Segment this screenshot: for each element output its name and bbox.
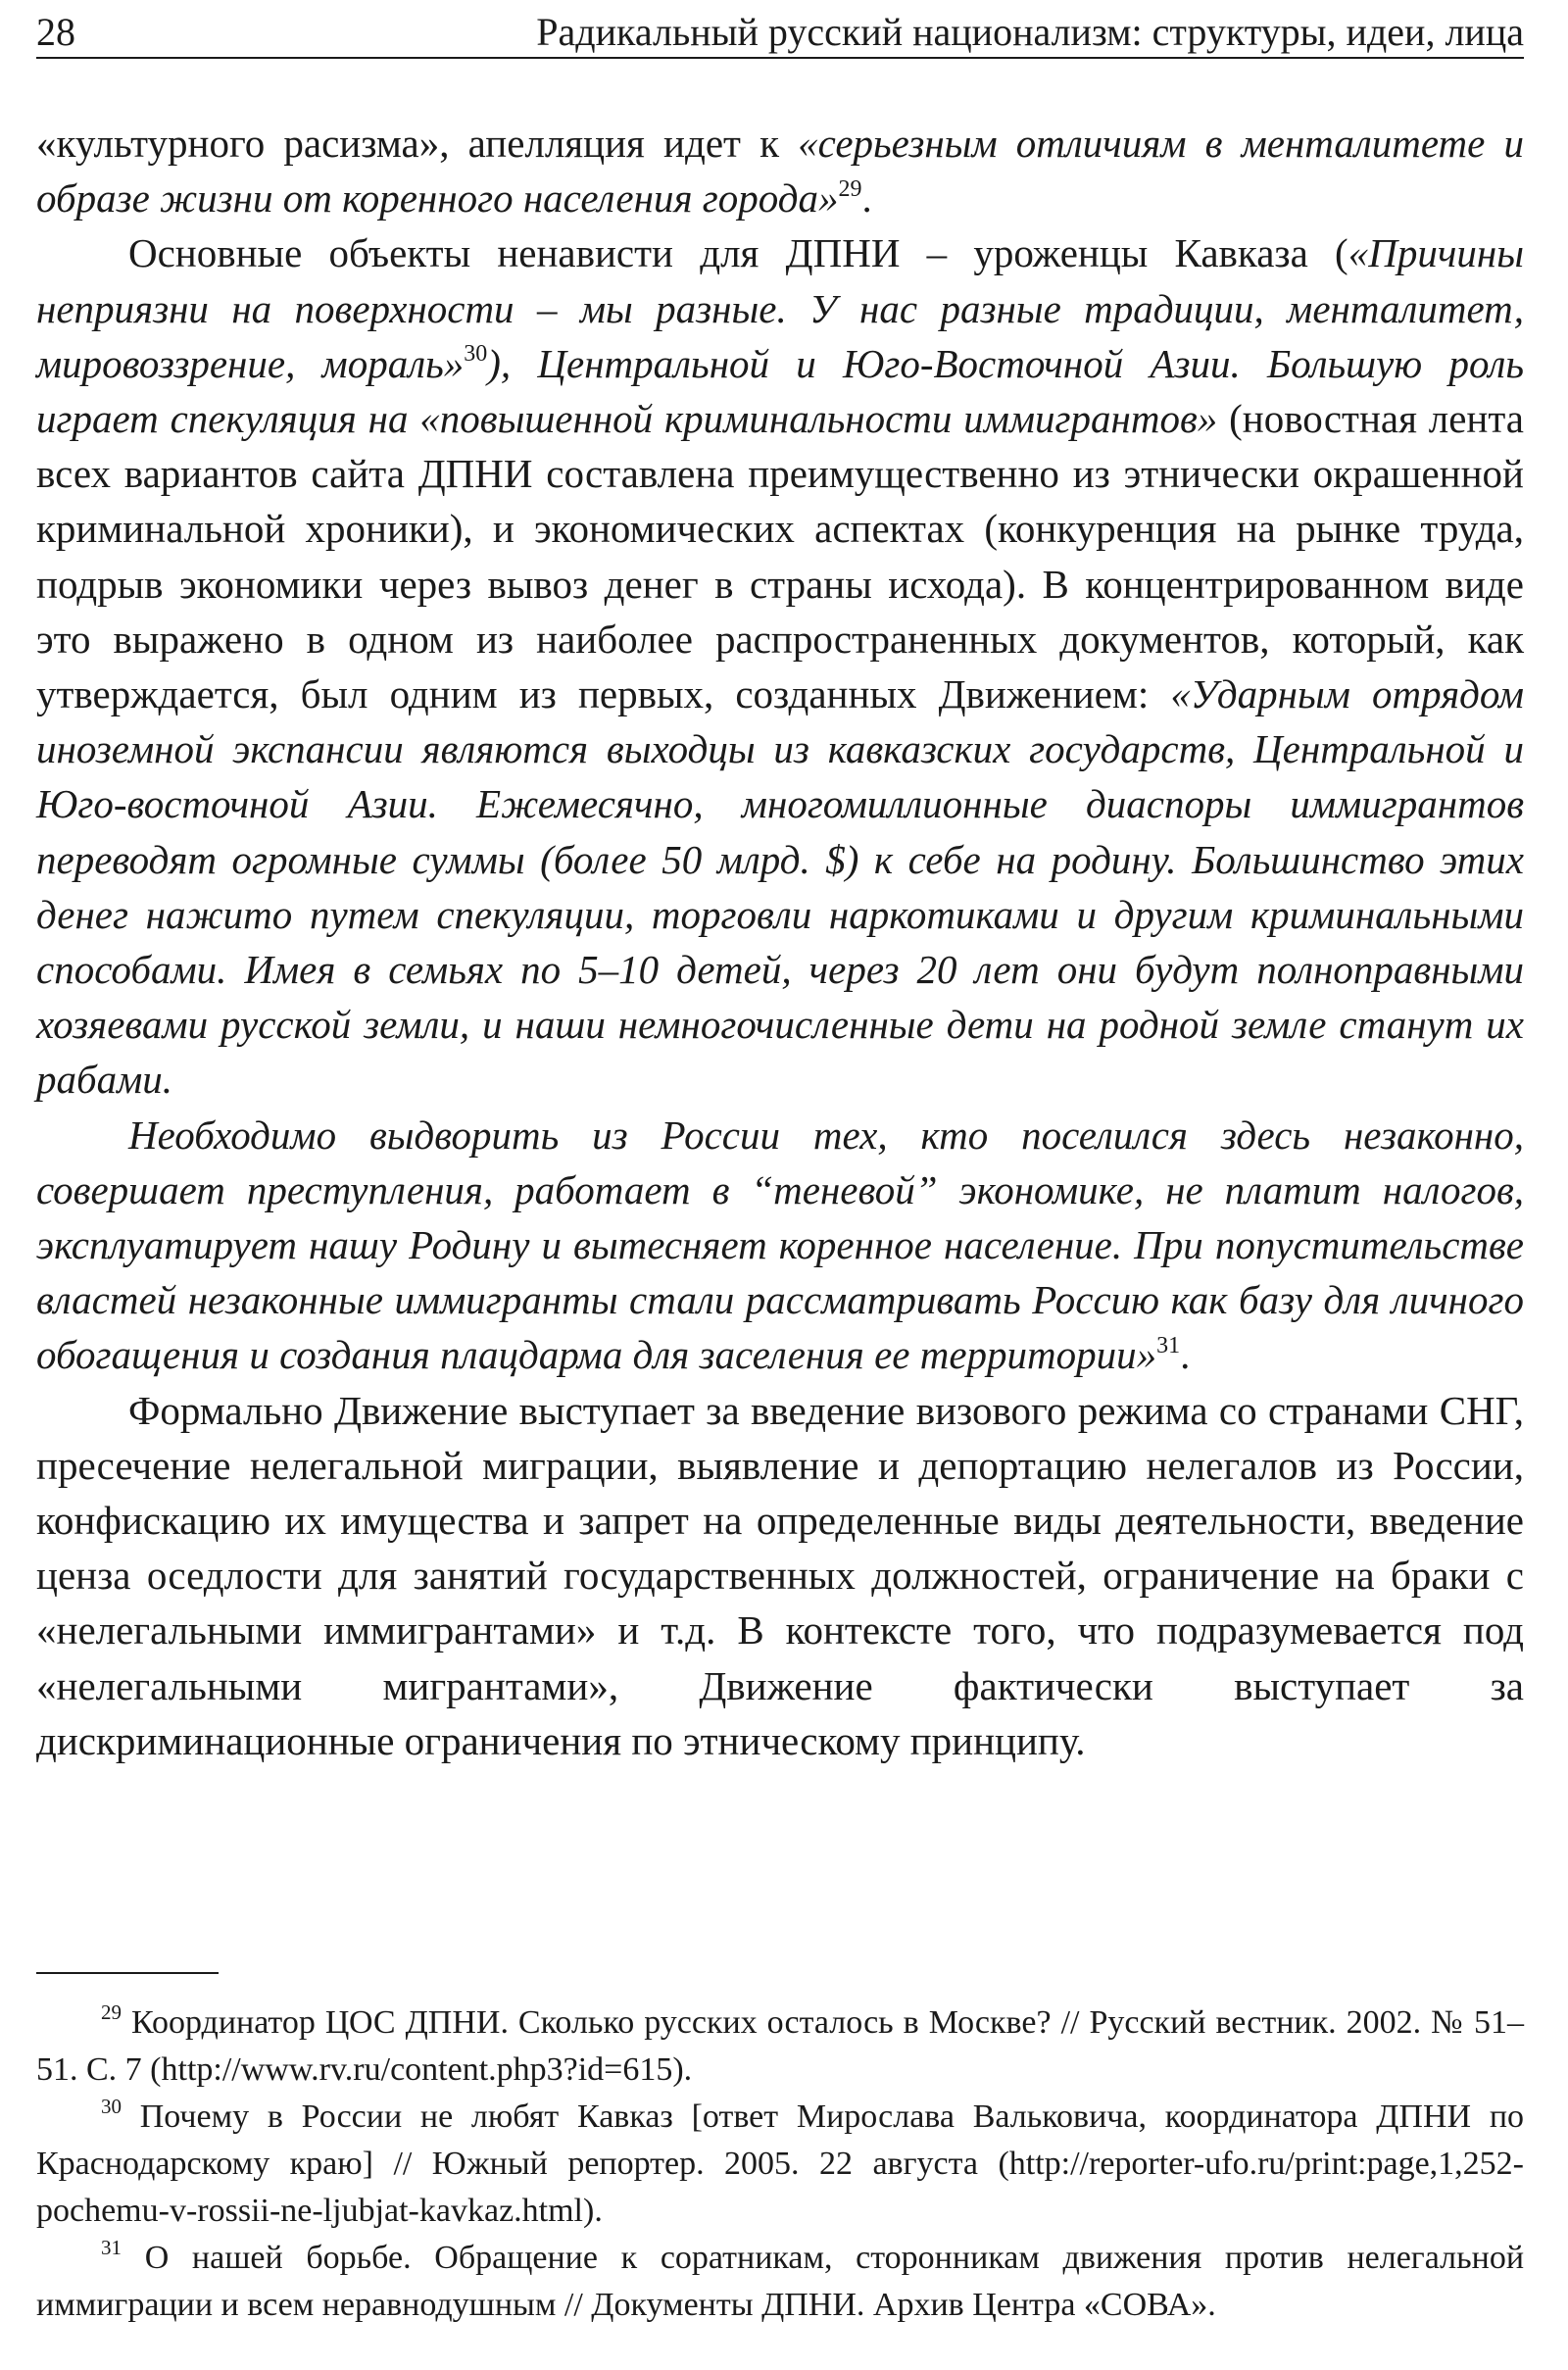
paragraph-2	[36, 225, 1524, 1107]
text-run: (новостная лента всех вариантов сайта ДПНИ составлена преимущественно из этнически окрашенной криминальной хроники), и экономических аспектах (конкуренция на рынке труда, подрыв экономики через вывоз денег в страны исхода). В концентрированном виде это выражено в одном из наиболее распространенных документов, который, как утверждается, был одним из первых, созданных Движением:	[36, 396, 1524, 717]
quote-italic: «Ударным отрядом иноземной экспансии являются выходцы из кавказских государств, Центральной и Юго-восточной Азии. Ежемесячно, многомиллионные диаспоры иммигрантов переводят огромные суммы (более 50 млрд. $) к себе на родину. Большинство этих денег нажито путем спекуляции, торговли наркотиками и другим криминальными способами. Имея в семьях по 5–10 детей, через 20 лет они будут полноправными хозяевами русской земли, и наши немногочисленные дети на родной земле станут их рабами.	[36, 671, 1524, 1103]
text-italic: ), Центральной и Юго-Восточной Азии. Большую роль играет спекуляция на «повышенной криминальности иммигрантов»	[36, 340, 1524, 442]
paragraph-1	[36, 116, 1524, 225]
quote-italic: «Причины неприязни на поверхности – мы разные. У нас разные традиции, менталитет, мировоззрение, мораль»	[36, 230, 1524, 386]
main-text	[36, 116, 1524, 1768]
text-run: .	[861, 175, 872, 222]
footnote-text: Координатор ЦОС ДПНИ. Сколько русских осталось в Москве? // Русский вестник. 2002. № 51–51. С. 7 (http://www.rv.ru/content.php3?id=615).	[36, 2004, 1525, 2088]
running-title: Радикальный русский национализм: структуры, идеи, лица	[536, 10, 1524, 54]
footnote-ref-29: 29	[838, 175, 862, 202]
footnote-number: 31	[101, 2235, 122, 2259]
text-run: .	[1180, 1332, 1191, 1378]
paragraph-4: Формально Движение выступает за введение визового режима со странами СНГ, пресечение нелегальной миграции, выявление и депортацию нелегалов из России, конфискацию их имущества и запрет на определенные виды деятельности, введение ценза оседлости для занятий государственных должностей, ограничение на браки с «нелегальными иммигрантами» и т.д. В контексте того, что подразумевается под «нелегальными мигрантами», Движение фактически выступает за дискриминационные ограничения по этническому принципу.	[36, 1387, 1524, 1763]
footnote-number: 29	[101, 2000, 122, 2024]
running-header	[36, 8, 1524, 59]
footnote-30	[36, 2094, 1524, 2235]
footnote-text: Почему в России не любят Кавказ [ответ Мирослава Вальковича, координатора ДПНИ по Краснодарскому краю] // Южный репортер. 2005. 22 августа (http://reporter-ufo.ru/print:page,1,252-pochemu-v-rossii-ne-ljubjat-kavkaz.html).	[36, 2098, 1525, 2229]
paragraph-3	[36, 1108, 1524, 1383]
text-run: «культурного расизма», апелляция идет к	[36, 121, 799, 166]
footnote-separator	[36, 1972, 219, 1974]
quote-italic: Необходимо выдворить из России тех, кто поселился здесь незаконно, совершает преступления, работает в “теневой” экономике, не платит налогов, эксплуатирует нашу Родину и вытесняет коренное население. При попустительстве властей незаконные иммигранты стали рассматривать Россию как базу для личного обогащения и создания плацдарма для заселения ее территории»	[36, 1111, 1524, 1378]
footnote-ref-31: 31	[1156, 1332, 1181, 1358]
footnotes	[36, 2000, 1524, 2329]
footnote-number: 30	[101, 2094, 122, 2118]
footnote-31	[36, 2235, 1524, 2329]
book-page	[36, 0, 1524, 2370]
page-number: 28	[36, 10, 75, 54]
quote-italic: «серьезным отличиям в менталитете и образе жизни от коренного населения города»	[36, 121, 1524, 222]
text-run: Основные объекты ненависти для ДПНИ – уроженцы Кавказа (	[128, 230, 1348, 276]
footnote-text: О нашей борьбе. Обращение к соратникам, сторонникам движения против нелегальной иммиграции и всем неравнодушным // Документы ДПНИ. Архив Центра «СОВА».	[36, 2240, 1525, 2323]
footnote-ref-30: 30	[464, 341, 488, 368]
footnote-29	[36, 2000, 1524, 2094]
